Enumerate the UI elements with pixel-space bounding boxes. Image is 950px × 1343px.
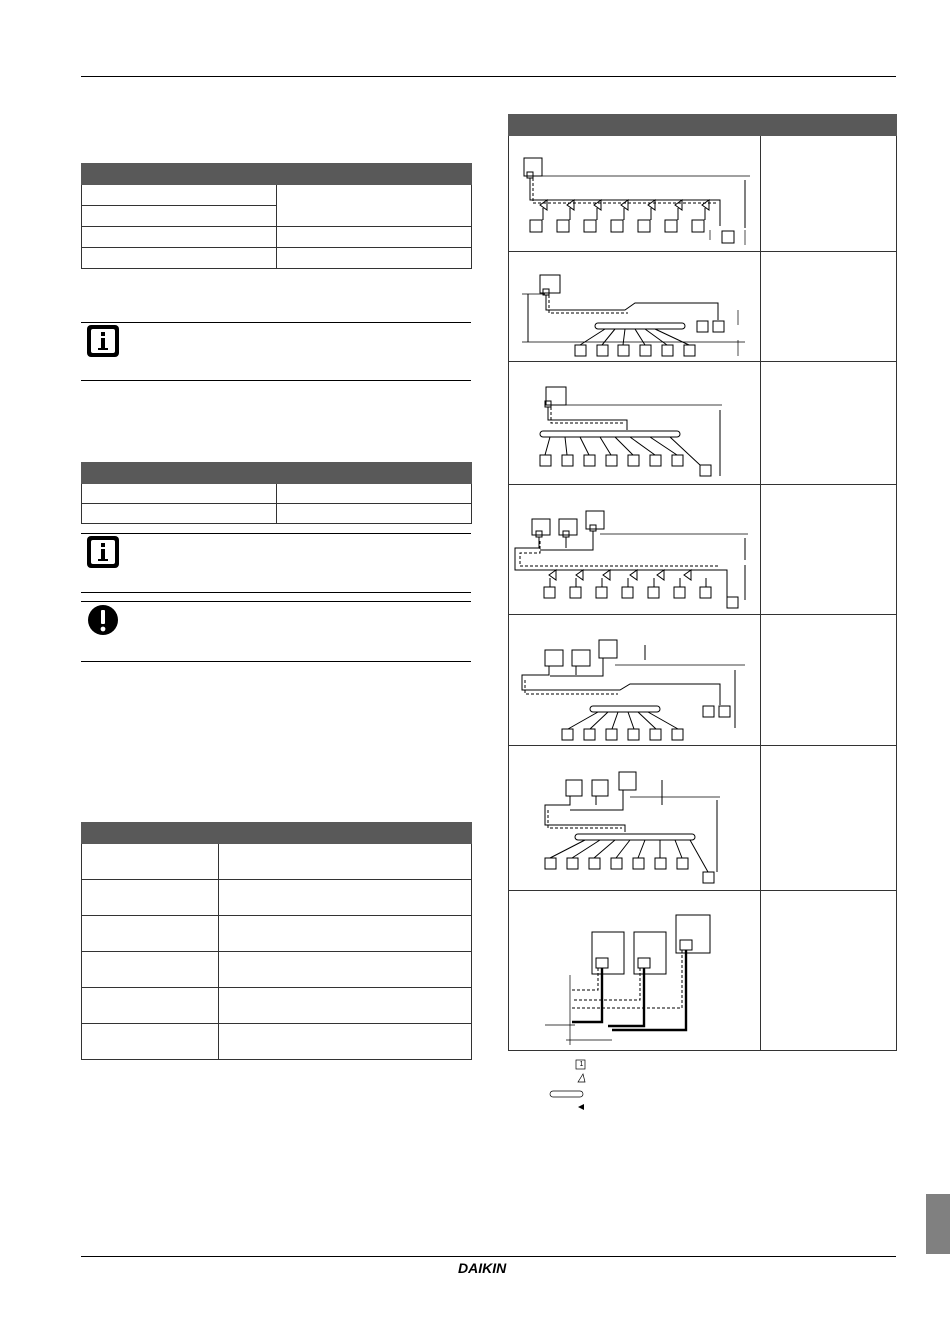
brand-name: DAIKIN [458,1260,507,1276]
indoor-unit [530,220,542,232]
outdoor-unit [545,650,563,666]
joints-and-indoor-units [530,200,734,243]
height-dimension [662,780,717,872]
outdoor-unit [592,780,608,796]
indoor-unit [562,455,573,466]
indoor-unit [589,858,600,869]
diagram-2 [522,275,745,356]
indoor-unit [540,455,551,466]
daikin-logo [458,1260,520,1276]
diagram-legend [540,1058,600,1114]
main-pipe [550,658,603,676]
height-dimension [645,645,735,728]
indoor-unit [567,858,578,869]
indoor-unit [611,220,623,232]
indoor-unit [557,220,569,232]
indoor-unit [692,220,704,232]
main-pipe [570,790,623,810]
diagram-4 [515,511,748,608]
legend-joint-icon [578,1074,585,1082]
indoor-unit [700,587,711,598]
indoor-unit [677,858,688,869]
indoor-unit [648,587,659,598]
main-pipe [522,666,720,705]
brand-logo [458,1260,520,1276]
indoor-unit [633,858,644,869]
indoor-unit [727,597,738,608]
main-pipe [546,295,718,320]
indoor-unit [611,858,622,869]
indoor-unit [584,729,595,740]
outdoor-unit [572,650,590,666]
indoor-unit [622,587,633,598]
outdoor-unit [619,772,636,790]
indoor-unit [674,587,685,598]
outdoor-unit [586,511,604,529]
legend-arrow-icon [578,1104,584,1110]
diagram-5 [522,640,745,740]
main-pipe [515,537,727,600]
indoor-unit [650,455,661,466]
indoor-unit [544,587,555,598]
indoor-unit [628,729,639,740]
main-pipe [548,407,627,430]
connection-badge [527,172,533,178]
indoor-unit [596,587,607,598]
main-pipe [545,796,625,832]
diagram-1 [524,158,750,245]
main-pipe-dashed [533,178,716,203]
outdoor-unit [559,519,577,535]
indoor-unit [650,729,661,740]
indoor-unit [719,706,730,717]
main-pipe [540,531,593,550]
indoor-unit [545,858,556,869]
indoor-unit [570,587,581,598]
indoor-unit [640,345,651,356]
indoor-unit [655,858,666,869]
side-tab [926,1194,950,1254]
indoor-unit [672,455,683,466]
indoor-unit [700,465,711,476]
indoor-unit [672,729,683,740]
indoor-unit [618,345,629,356]
outdoor-unit [599,640,617,658]
legend-header-icon [550,1091,583,1097]
indoor-unit [575,345,586,356]
indoor-unit [703,872,714,883]
refnet-header [590,706,660,712]
indoor-unit [703,706,714,717]
diagram-3 [540,387,722,476]
indoor-unit [584,455,595,466]
outdoor-unit [532,519,550,535]
indoor-unit [606,455,617,466]
outdoor-unit [546,387,566,405]
diagram-6 [545,772,720,883]
indoor-unit [638,220,650,232]
indoor-unit [713,321,724,332]
main-pipe-dashed [551,407,624,423]
indoor-unit [628,455,639,466]
indoor-unit [562,729,573,740]
indoor-unit [722,231,734,243]
indoor-unit [597,345,608,356]
refnet-header [575,834,695,840]
outdoor-unit [676,915,710,953]
refnet-header [540,431,680,437]
indoor-unit [584,220,596,232]
refnet-header [595,323,685,329]
footer-rule [81,1256,896,1257]
diagram-7 [545,915,710,1045]
indoor-unit [665,220,677,232]
indoor-unit [662,345,673,356]
indoor-unit [684,345,695,356]
indoor-unit [606,729,617,740]
outdoor-unit [566,780,582,796]
indoor-unit [697,321,708,332]
legend-badge-label: 1 [579,1061,584,1068]
